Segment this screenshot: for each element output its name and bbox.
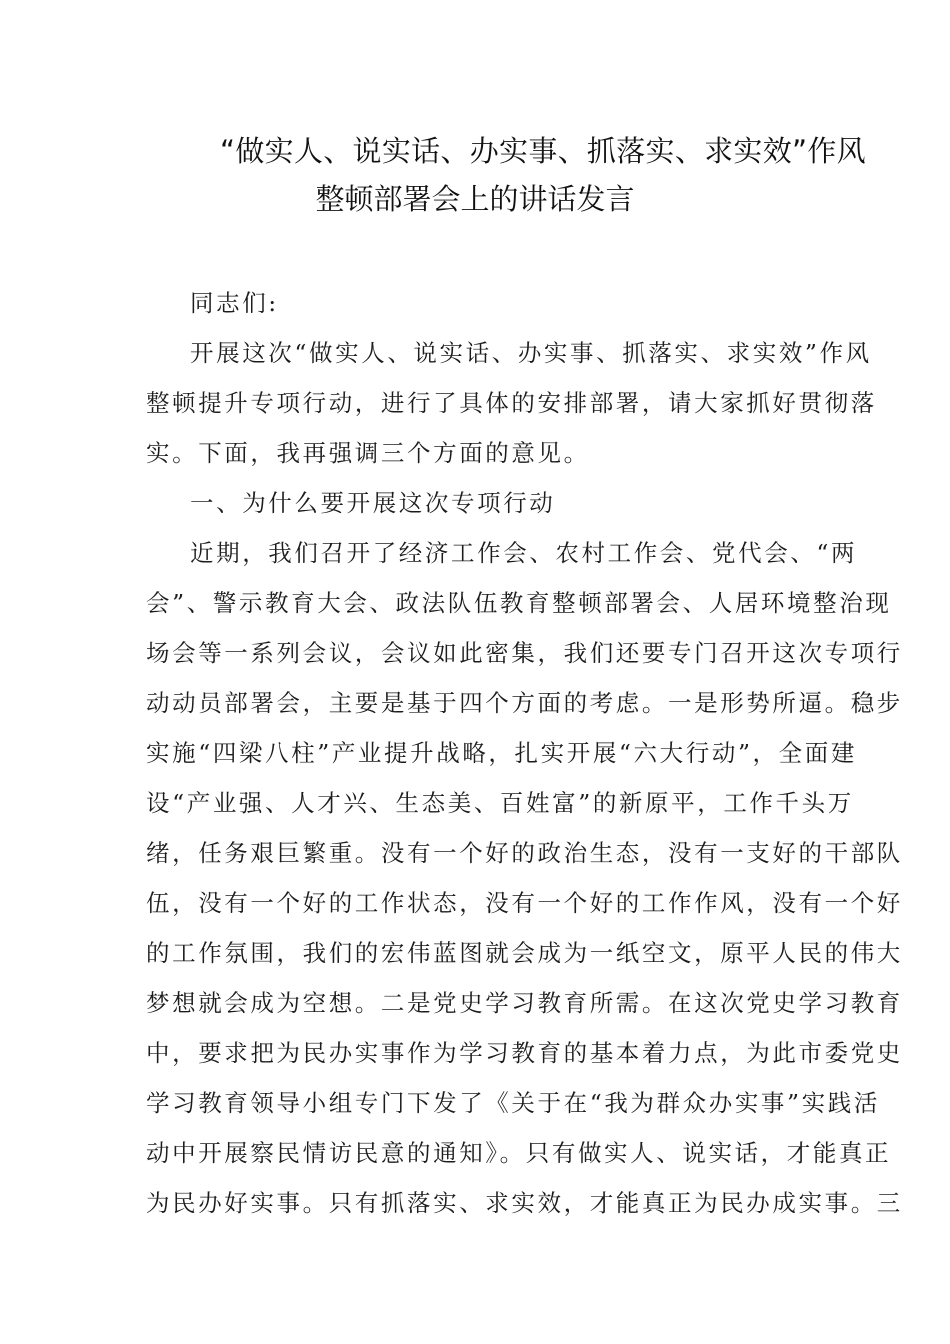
paragraph-line: 学习教育领导小组专门下发了《关于在“我为群众办实事”实践活 — [146, 1089, 880, 1117]
document-title-line-1: “做实人、说实话、办实事、抓落实、求实效”作风 — [220, 134, 866, 168]
paragraph-line: 整顿提升专项行动，进行了具体的安排部署，请大家抓好贯彻落 — [146, 389, 877, 417]
paragraph-line: 为民办好实事。只有抓落实、求实效，才能真正为民办成实事。三 — [146, 1189, 903, 1217]
document-title-line-2: 整顿部署会上的讲话发言 — [315, 182, 635, 216]
section-heading: 一、为什么要开展这次专项行动 — [190, 489, 556, 517]
paragraph-line: 的工作氛围，我们的宏伟蓝图就会成为一纸空文，原平人民的伟大 — [146, 939, 903, 967]
paragraph-line: 伍，没有一个好的工作状态，没有一个好的工作作风，没有一个好 — [146, 889, 903, 917]
salutation: 同志们: — [190, 289, 279, 317]
paragraph-line: 动动员部署会，主要是基于四个方面的考虑。一是形势所逼。稳步 — [146, 689, 903, 717]
paragraph-line: 实施“四梁八柱”产业提升战略，扎实开展“六大行动”，全面建 — [146, 739, 857, 767]
paragraph-line: 近期，我们召开了经济工作会、农村工作会、党代会、“两 — [190, 539, 858, 567]
paragraph-line: 中，要求把为民办实事作为学习教育的基本着力点，为此市委党史 — [146, 1039, 903, 1067]
paragraph-line: 设“产业强、人才兴、生态美、百姓富”的新原平，工作千头万 — [146, 789, 854, 817]
paragraph-line: 绪，任务艰巨繁重。没有一个好的政治生态，没有一支好的干部队 — [146, 839, 903, 867]
paragraph-line: 动中开展察民情访民意的通知》。只有做实人、说实话，才能真正 — [146, 1139, 892, 1167]
paragraph-line: 开展这次“做实人、说实话、办实事、抓落实、求实效”作风 — [190, 339, 872, 367]
paragraph-line: 会”、警示教育大会、政法队伍教育整顿部署会、人居环境整治现 — [146, 589, 892, 617]
paragraph-line: 场会等一系列会议，会议如此密集，我们还要专门召开这次专项行 — [146, 639, 903, 667]
paragraph-line: 梦想就会成为空想。二是党史学习教育所需。在这次党史学习教育 — [146, 989, 903, 1017]
paragraph-line: 实。下面，我再强调三个方面的意见。 — [146, 439, 590, 467]
